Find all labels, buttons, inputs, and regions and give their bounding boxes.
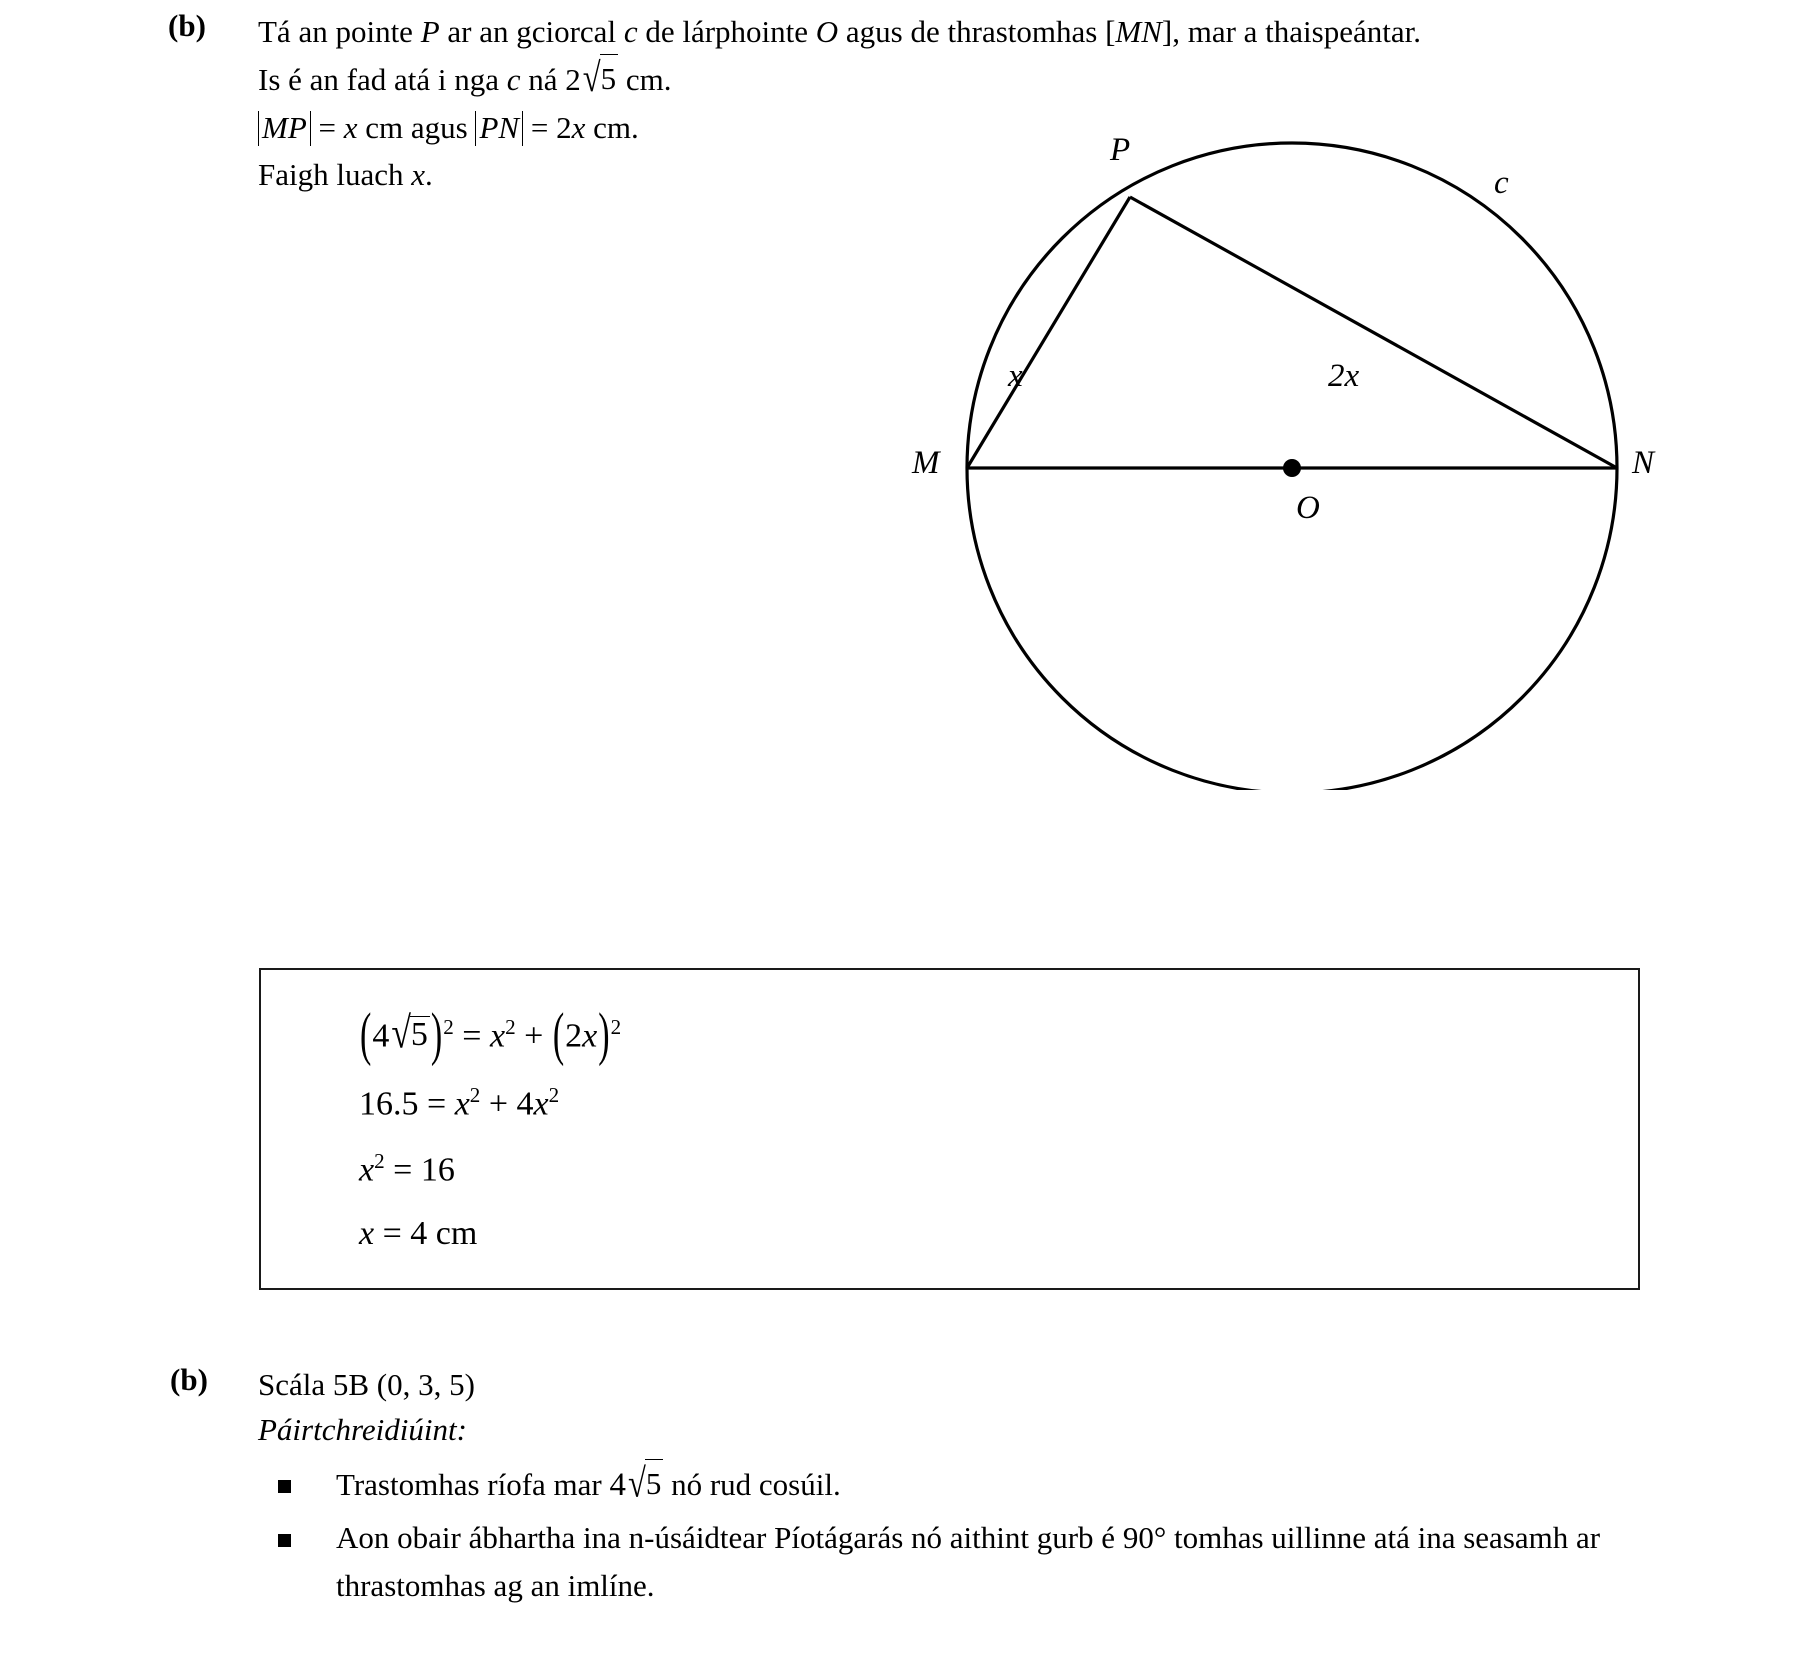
q3-equals-1: = [318,110,344,145]
q1-text-2: ar an gciorcal [439,14,624,49]
diagram-label-n: N [1632,445,1655,481]
eq2-term2-var: x [533,1085,549,1123]
q3-text-2: cm. [585,110,639,145]
q1-point-p: P [420,14,440,49]
eq4-rel: = [382,1215,402,1253]
sqrt-icon: √ [627,1461,646,1507]
sqrt-icon: √ [391,1007,411,1058]
eq1-paren2-close: ) [598,1003,610,1068]
eq3-rel: = [393,1151,413,1189]
eq2-rel: = [427,1085,447,1123]
eq4-rhs: 4 cm [410,1215,478,1253]
bullet1-sqrt [626,1460,663,1509]
eq1-rhs-exp: 2 [505,1015,516,1039]
eq2-lhs: 16.5 [359,1085,419,1123]
bullet2-post: tomhas uillinne atá ina seasamh ar thrastomhas ag an imlíne. [336,1520,1601,1603]
eq1-exp: 2 [443,1015,454,1039]
eq3-lhs-var: x [359,1151,375,1189]
question-part-label: (b) [168,8,206,43]
diagram-label-p: P [1110,132,1131,168]
segment-pn [1130,197,1617,468]
q1-text-5: , mar a thaispeántar. [1172,14,1421,49]
answer-box [259,968,1640,1290]
eq1-rhs2-exp: 2 [610,1015,622,1039]
q2-radicand: 5 [600,54,619,102]
eq1-rhs2-coeff: 2 [565,1017,583,1055]
eq1-paren-open: ( [360,1003,372,1068]
eq2-term2-coeff: 4 [516,1085,534,1123]
q1-text-1: Tá an pointe [258,14,421,49]
square-bullet-icon [278,1534,291,1547]
bullet1-post: nó rud cosúil. [663,1467,841,1502]
marking-scale: Scála 5B (0, 3, 5) [258,1367,475,1402]
marking-scheme-part-label: (b) [170,1362,208,1397]
eq2-term2-exp: 2 [548,1083,560,1108]
eq2-term1-exp: 2 [469,1083,481,1108]
q2-text-1: Is é an fad atá i nga [258,62,507,97]
diagram-label-c: c [1494,165,1509,201]
answer-equation-stack [359,1003,622,1274]
partial-credit-list [258,1460,1698,1610]
sqrt-icon: √ [582,56,601,102]
q1-segment-mn: MN [1115,14,1162,49]
q4-text-2: . [425,157,433,192]
eq1-rel: = [462,1017,482,1055]
q3-length-mp: MP [258,111,311,146]
diagram-label-x: x [1008,358,1023,394]
list-item [258,1460,1698,1509]
eq2-plus: + [488,1085,509,1123]
q3-var-x: x [343,110,358,145]
q1-bracket-open: [ [1105,14,1116,49]
circle-diagram [780,90,1760,790]
diagram-label-o: O [1296,490,1320,526]
q1-text-4: agus de thrastomhas [838,14,1106,49]
circle-diagram-svg [780,90,1760,790]
bullet2-pre: Aon obair ábhartha ina n-úsáidtear Píotágarás nó aithint gurb é [336,1520,1123,1555]
eq2-term1-var: x [454,1085,470,1123]
q3-text-1: cm agus [357,110,476,145]
q4-var-x: x [411,157,426,192]
list-item [258,1514,1698,1610]
q3-var-x2: x [571,110,586,145]
bullet2-angle: 90° [1122,1520,1167,1555]
q2-text-3: cm. [625,62,672,97]
q2-sqrt [581,55,618,104]
q1-circle-c: c [623,14,638,49]
eq1-paren-close: ) [430,1003,443,1068]
eq3-lhs-exp: 2 [374,1149,385,1174]
partial-credit-heading: Páirtchreidiúint: [258,1412,467,1447]
q1-bracket-close: ] [1161,14,1173,49]
answer-equation-4 [359,1216,621,1252]
eq1-plus: + [524,1017,544,1055]
q1-centre-o: O [815,14,839,49]
eq1-rhs-var: x [489,1017,506,1055]
eq1-sqrt [389,1007,430,1058]
answer-equation-2 [359,1084,621,1122]
diagram-label-m: M [912,445,940,481]
q2-radius-coeff: 2 [565,62,581,97]
q3-coeff-2: 2 [556,110,572,145]
marking-scheme-block [258,1362,1698,1615]
diagram-label-2x: 2x [1328,358,1360,394]
eq3-rhs: 16 [420,1151,455,1189]
eq1-radicand: 5 [410,1016,428,1054]
eq1-rhs2-var: x [582,1017,598,1055]
question-line-1 [258,8,1678,55]
q2-circle-c: c [506,62,521,97]
answer-equation-1 [359,1003,622,1068]
segment-mp [967,197,1130,468]
bullet1-radicand: 5 [645,1459,664,1508]
q3-length-pn: PN [475,111,523,146]
q4-text-1: Faigh luach [258,157,412,192]
q3-equals-2: = [530,110,557,145]
square-bullet-icon [278,1480,291,1493]
eq1-paren2-open: ( [552,1003,565,1068]
q2-text-2: ná [520,62,566,97]
eq4-lhs-var: x [359,1215,375,1253]
q1-text-3: de lárphointe [637,14,816,49]
eq1-coeff: 4 [372,1017,390,1055]
answer-equation-3 [359,1150,621,1188]
bullet1-pre: Trastomhas ríofa mar [336,1467,610,1502]
centre-point-dot [1283,459,1301,477]
bullet1-coeff: 4 [609,1467,626,1503]
